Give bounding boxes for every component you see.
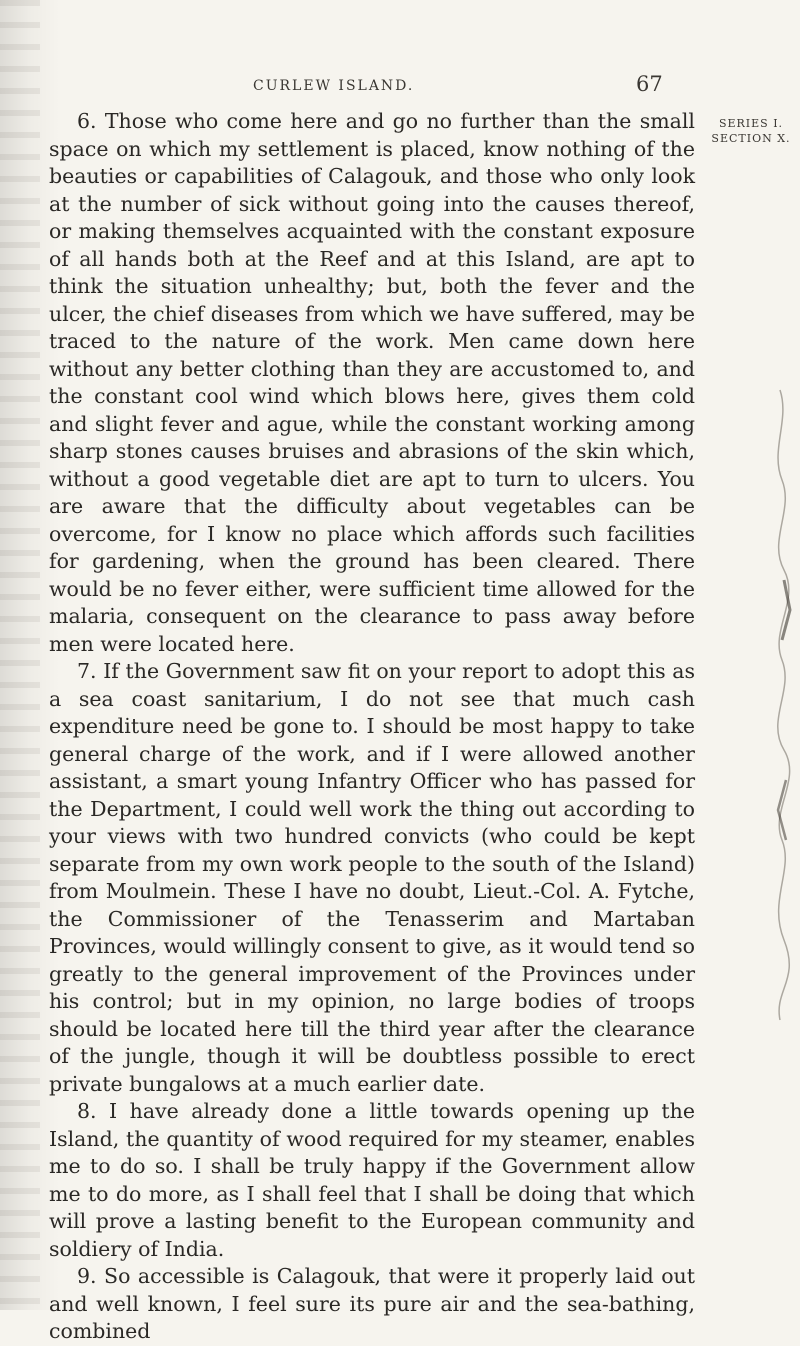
- paragraph-8: 8. I have already done a little towards opening up the Island, the quantity of wood required for my steamer, enables me to do so. I shall be truly happy if the Government allow me to do more, as I shall feel that I shall be doing that which will prove a lasting benefit to the European community and soldiery of India.: [49, 1099, 695, 1261]
- margin-section: SECTION X.: [711, 132, 791, 145]
- paragraph-7: 7. If the Government saw fit on your report to adopt this as a sea coast sanitarium, I do not see that much cash expenditure need be gone to. I should be most happy to take general charge of the work, and if I were allowed another assistant, a smart young Infantry Officer who has passed for the Department, I could well work the thing out according to your views with two hundred convicts (who could be kept separate from my own work people to the south of the Island) from Moulmein. These I have no doubt, Lieut.-Col. A. Fytche, the Commissioner of the Tenasserim and Martaban Provinces, would willingly consent to give, as it would tend so greatly to the general improvement of the Provinces under his control; but in my opinion, no large bodies of troops should be located here till the third year after the clearance of the jungle, though it will be doubtless possible to erect private bungalows at a much earlier date.: [49, 659, 695, 1096]
- page-edge-marks: [760, 380, 800, 1030]
- page-number: 67: [636, 72, 663, 96]
- margin-note: [706, 116, 796, 146]
- margin-series: SERIES I.: [718, 117, 784, 130]
- binding-gutter: [0, 0, 40, 1310]
- body-text: [49, 108, 695, 1346]
- paragraph-9: 9. So accessible is Calagouk, that were it properly laid out and well known, I feel sure its pure air and the sea-bathing, combined: [49, 1264, 695, 1343]
- paragraph-6: 6. Those who come here and go no further than the small space on which my settlement is placed, know nothing of the beauties or capabilities of Calagouk, and those who only look at the number of sick without going into the causes thereof, or making themselves acquainted with the constant exposure of all hands both at the Reef and at this Island, are apt to think the situation unhealthy; but, both the fever and the ulcer, the chief diseases from which we have suffered, may be traced to the nature of the work. Men came down here without any better clothing than they are accustomed to, and the constant cool wind which blows here, gives them cold and slight fever and ague, while the constant working among sharp stones causes bruises and abrasions of the skin which, without a good vegetable diet are apt to turn to ulcers. You are aware that the difficulty about vegetables can be overcome, for I know no place which affords such facilities for gardening, when the ground has been cleared. There would be no fever either, were sufficient time allowed for the malaria, consequent on the clearance to pass away before men were located here.: [49, 109, 695, 656]
- running-title: CURLEW ISLAND.: [253, 78, 415, 94]
